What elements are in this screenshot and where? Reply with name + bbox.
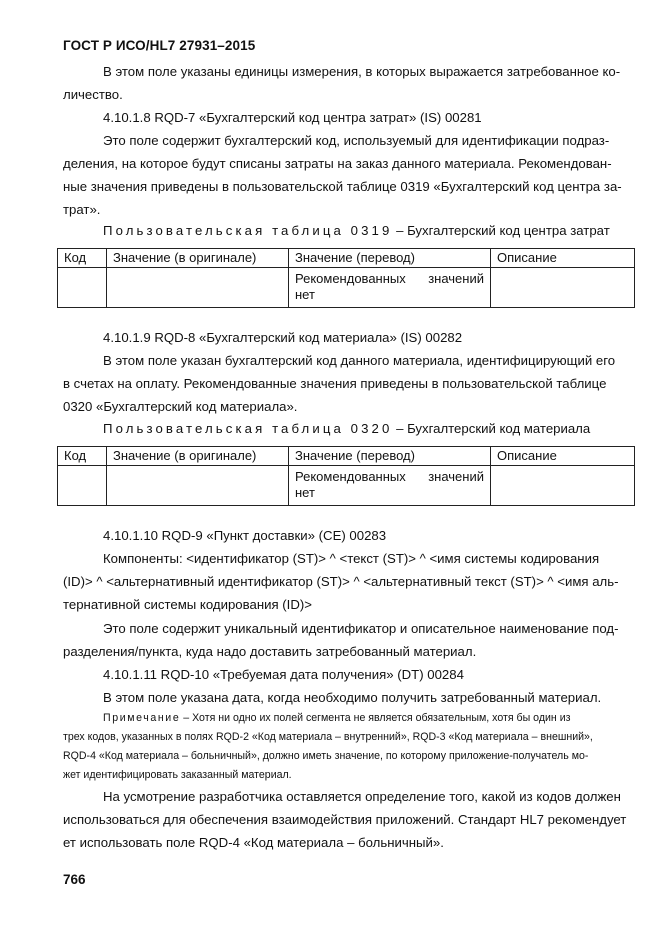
heading-text: 4.10.1.10 RQD-9 «Пункт доставки» (CE) 00283	[103, 528, 387, 543]
note-line	[63, 709, 629, 728]
text-line: разделения/пункта, куда надо доставить затребованный материал.	[63, 644, 477, 659]
table-header-cell: Значение (перевод)	[289, 447, 491, 466]
text-line: тернативной системы кодирования (ID)>	[63, 597, 312, 612]
paragraph-rqd9	[63, 617, 629, 663]
caption-rest: – Бухгалтерский код центра затрат	[392, 223, 610, 238]
page-number: 766	[63, 872, 86, 887]
text-line: личество.	[63, 87, 123, 102]
table-cell	[491, 466, 635, 506]
heading-text: 4.10.1.8 RQD-7 «Бухгалтерский код центра затрат» (IS) 00281	[103, 110, 482, 125]
table-header-cell: Описание	[491, 447, 635, 466]
document-header: ГОСТ Р ИСО/HL7 27931–2015	[63, 38, 256, 53]
table-header-row	[58, 249, 635, 268]
text-line: Компоненты: <идентификатор (ST)> ^ <текст (ST)> ^ <имя системы кодирования	[103, 551, 600, 566]
table-header-row	[58, 447, 635, 466]
heading-text: 4.10.1.11 RQD-10 «Требуемая дата получения» (DT) 00284	[103, 667, 464, 682]
section-heading-rqd10	[63, 663, 629, 686]
cell-text: нет	[295, 485, 315, 500]
table-cell	[491, 268, 635, 308]
section-heading-rqd8	[63, 326, 629, 349]
table-cell	[58, 268, 107, 308]
table-header-cell: Описание	[491, 249, 635, 268]
text-line: В этом поле указаны единицы измерения, в которых выражается затребованное ко-	[103, 64, 621, 79]
table-header-cell: Значение (перевод)	[289, 249, 491, 268]
cell-text: Рекомендованных значений	[295, 469, 484, 484]
table-caption-0320	[103, 421, 590, 436]
table-caption-0319	[103, 223, 610, 238]
paragraph-rqd7	[63, 129, 629, 221]
text-line: деления, на которое будут списаны затраты на заказ данного материала. Рекомендован-	[63, 156, 612, 171]
text-line: Это поле содержит бухгалтерский код, используемый для идентификации подраз-	[103, 133, 610, 148]
heading-text: 4.10.1.9 RQD-8 «Бухгалтерский код материала» (IS) 00282	[103, 330, 463, 345]
table-row	[58, 466, 635, 506]
table-cell	[58, 466, 107, 506]
text-line: Это поле содержит уникальный идентификатор и описательное наименование под-	[103, 621, 619, 636]
caption-rest: – Бухгалтерский код материала	[392, 421, 591, 436]
caption-prefix: Пользовательская таблица 0319	[103, 223, 393, 238]
text-line: ет использовать поле RQD-4 «Код материала – больничный».	[63, 835, 444, 850]
section-heading-rqd9	[63, 524, 629, 547]
paragraph-rqd10	[63, 686, 629, 709]
text-line: На усмотрение разработчика оставляется определение того, какой из кодов должен	[103, 789, 621, 804]
user-table-0319	[57, 248, 635, 308]
cell-text: Рекомендованных значений	[295, 271, 484, 286]
text-line: использоваться для обеспечения взаимодействия приложений. Стандарт HL7 рекомендует	[63, 812, 627, 827]
note-text: – Хотя ни одно их полей сегмента не является обязательным, хотя бы один из	[180, 712, 571, 724]
paragraph-units	[63, 60, 629, 106]
text-line: (ID)> ^ <альтернативный идентификатор (ST)> ^ <альтернативный текст (ST)> ^ <имя аль-	[63, 574, 619, 589]
note-line: жет идентифицировать заказанный материал.	[63, 769, 292, 781]
text-line: в счетах на оплату. Рекомендованные значения приведены в пользовательской таблице	[63, 376, 607, 391]
text-line: трат».	[63, 202, 101, 217]
caption-prefix: Пользовательская таблица 0320	[103, 421, 393, 436]
cell-text: нет	[295, 287, 315, 302]
note-line: RQD-4 «Код материала – больничный», должно иметь значение, по которому приложение-получатель мо-	[63, 750, 589, 762]
section-heading-rqd7	[63, 106, 629, 129]
text-line: ные значения приведены в пользовательской таблице 0319 «Бухгалтерский код центра за-	[63, 179, 622, 194]
table-cell	[107, 268, 289, 308]
table-header-cell: Код	[58, 447, 107, 466]
user-table-0320	[57, 446, 635, 506]
paragraph-rqd8	[63, 349, 629, 418]
table-row	[58, 268, 635, 308]
table-header-cell: Код	[58, 249, 107, 268]
table-cell	[107, 466, 289, 506]
table-header-cell: Значение (в оригинале)	[107, 249, 289, 268]
table-cell	[289, 466, 491, 506]
text-line: В этом поле указан бухгалтерский код данного материала, идентифицирующий его	[103, 353, 616, 368]
note-line: трех кодов, указанных в полях RQD-2 «Код материала – внутренний», RQD-3 «Код материала – внешний»,	[63, 731, 593, 743]
paragraph-components	[63, 547, 629, 616]
text-line: 0320 «Бухгалтерский код материала».	[63, 399, 298, 414]
paragraph-final	[63, 785, 629, 854]
text-line: В этом поле указана дата, когда необходимо получить затребованный материал.	[103, 690, 602, 705]
note-label: Примечание	[103, 712, 181, 724]
note-block	[63, 709, 629, 785]
table-header-cell: Значение (в оригинале)	[107, 447, 289, 466]
table-cell	[289, 268, 491, 308]
